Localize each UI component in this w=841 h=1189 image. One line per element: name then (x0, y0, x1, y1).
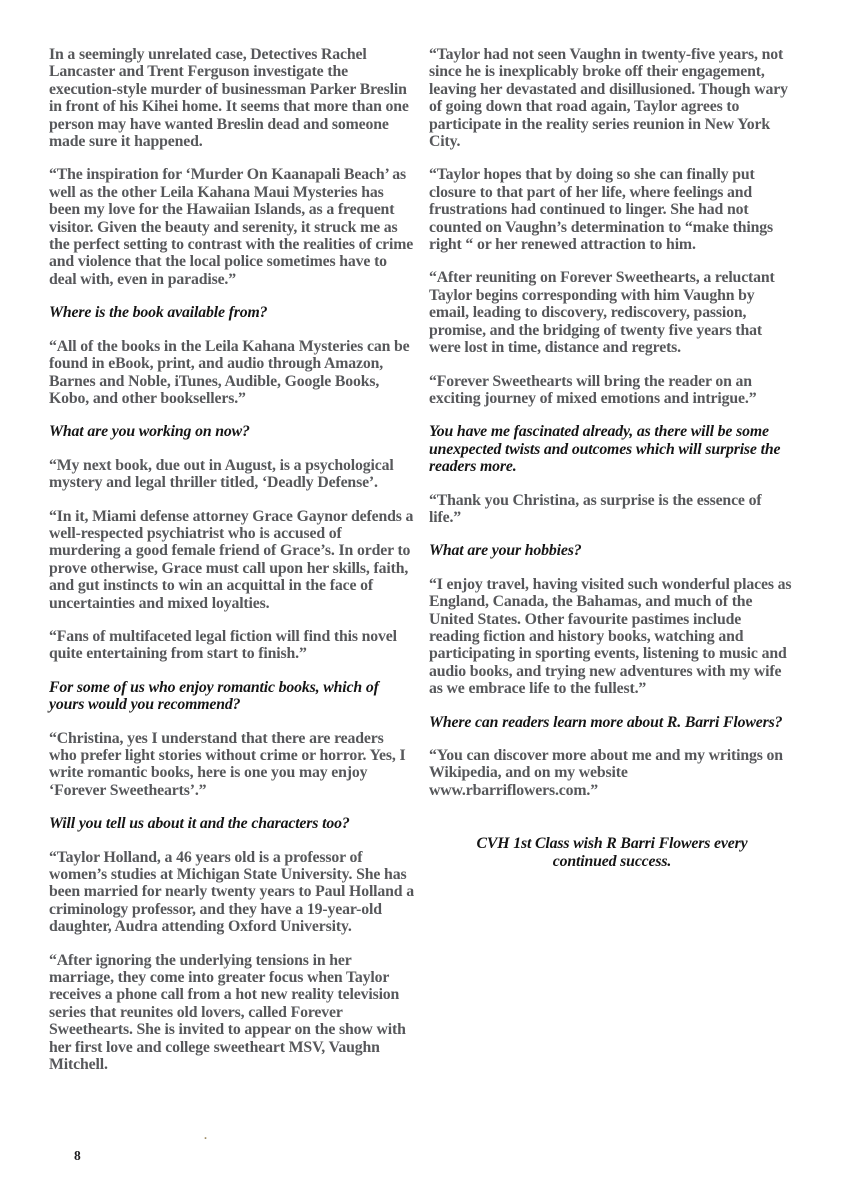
question-heading: What are your hobbies? (429, 542, 582, 560)
question-heading: Where can readers learn more about R. Barri Flowers? (429, 713, 783, 731)
signoff-text: CVH 1st Class wish R Barri Flowers every continued success. (476, 835, 748, 870)
page-number: 8 (74, 1148, 81, 1163)
body-paragraph: “After ignoring the underlying tensions in her marriage, they come into greater focus when Taylor receives a phone call from a hot new reality television series that reunites old lovers, called Forever Sweethearts. She is invited to appear on the show with her first love and college sweetheart MSV, Vaughn Mitchell. (49, 951, 406, 1074)
body-paragraph: “Taylor hopes that by doing so she can finally put closure to that part of her life, where feelings and frustrations had continued to linger. She had not counted on Vaughn’s determination to “make things right “ or her renewed attraction to him. (429, 166, 774, 254)
body-paragraph: “The inspiration for ‘Murder On Kaanapali Beach’ as well as the other Leila Kahana Maui Mysteries has been my love for the Hawaiian Islands, as a frequent visitor. Given the beauty and serenity, it struck me as the perfect setting to contrast with the realities of crime and violence that the local police sometimes have to deal with, even in paradise.” (49, 166, 414, 288)
column-left (49, 46, 415, 1090)
body-paragraph: “Taylor had not seen Vaughn in twenty-five years, not since he is inexplicably broke off their engagement, leaving her devastated and disillusioned. Though wary of going down that road again, Taylor agrees to participate in the reality series reunion in New York City. (429, 46, 788, 151)
body-paragraph: In a seemingly unrelated case, Detectives Rachel Lancaster and Trent Ferguson investigate the execution-style murder of businessman Parker Breslin in front of his Kihei home. It seems that more than one person may have wanted Breslin dead and someone made sure it happened. (49, 46, 409, 151)
question-heading: Where is the book available from? (49, 304, 268, 322)
body-paragraph: “Taylor Holland, a 46 years old is a professor of women’s studies at Michigan State University. She has been married for nearly twenty years to Paul Holland a criminology professor, and they have a 19-year-old daughter, Audra attending Oxford University. (49, 848, 414, 936)
body-paragraph: “All of the books in the Leila Kahana Mysteries can be found in eBook, print, and audio through Amazon, Barnes and Noble, iTunes, Audible, Google Books, Kobo, and other booksellers.” (49, 337, 410, 407)
body-paragraph: “I enjoy travel, having visited such wonderful places as England, Canada, the Bahamas, and much of the United States. Other favourite pastimes include reading fiction and history books, watching and participating in sporting events, listening to music and audio books, and trying new adventures with my wife as we embrace life to the fullest.” (429, 575, 792, 698)
interviewer-comment: You have me fascinated already, as there will be some unexpected twists and outcomes which will surprise the readers more. (429, 423, 781, 476)
body-paragraph: “Christina, yes I understand that there are readers who prefer light stories without crime or horror. Yes, I write romantic books, here is one you may enjoy ‘Forever Sweethearts’.” (49, 729, 406, 799)
column-right (429, 46, 795, 1090)
two-column-text-layout (49, 46, 795, 1090)
body-paragraph: “Thank you Christina, as surprise is the essence of life.” (429, 491, 762, 526)
body-paragraph: “After reuniting on Forever Sweethearts, a reluctant Taylor begins corresponding with him Vaughn by email, leading to discovery, rediscovery, passion, promise, and the bridging of twenty five years that were lost in time, distance and regrets. (429, 269, 775, 357)
body-paragraph: “In it, Miami defense attorney Grace Gaynor defends a well-respected psychiatrist who is accused of murdering a good female friend of Grace’s. In order to prove otherwise, Grace must call upon her skills, faith, and gut instincts to win an acquittal in the face of uncertainties and mixed loyalties. (49, 507, 414, 612)
question-heading: For some of us who enjoy romantic books, which of yours would you recommend? (49, 678, 379, 714)
question-heading: Will you tell us about it and the characters too? (49, 815, 350, 833)
body-paragraph: “Forever Sweethearts will bring the reader on an exciting journey of mixed emotions and intrigue.” (429, 372, 757, 407)
body-paragraph: “You can discover more about me and my writings on Wikipedia, and on my website www.rbarriflowers.com.” (429, 747, 783, 799)
body-paragraph: “My next book, due out in August, is a psychological mystery and legal thriller titled, ‘Deadly Defense’. (49, 456, 394, 492)
body-paragraph: “Fans of multifaceted legal fiction will find this novel quite entertaining from start to finish.” (49, 627, 397, 663)
question-heading: What are you working on now? (49, 423, 250, 441)
stray-ink-mark: . (204, 1128, 207, 1142)
